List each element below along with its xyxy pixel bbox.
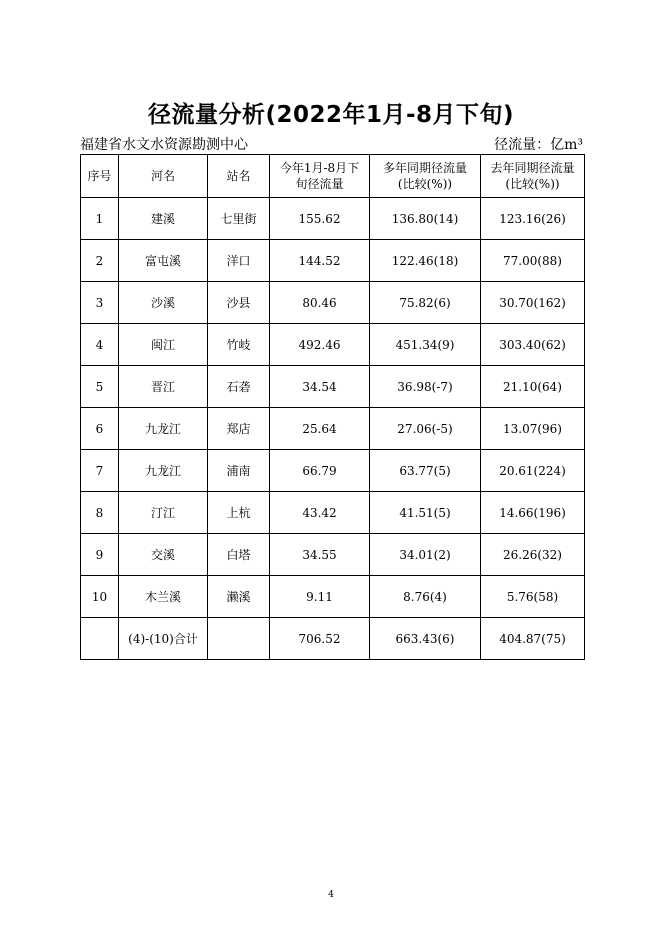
header-current-line2: 旬径流量 [295,177,344,191]
cell-station: 上杭 [208,492,270,534]
header-last-line2: (比较(%)) [505,177,560,191]
cell-river: 沙溪 [119,282,208,324]
cell-river: 闽江 [119,324,208,366]
cell-last-year: 26.26(32) [481,534,585,576]
cell-seq: 1 [81,198,119,240]
cell-station: 郑店 [208,408,270,450]
cell-multi-year: 27.06(-5) [370,408,481,450]
cell-total-label: (4)-(10)合计 [119,618,208,660]
cell-multi-year: 451.34(9) [370,324,481,366]
cell-station: 濑溪 [208,576,270,618]
cell-seq: 10 [81,576,119,618]
header-last-line1: 去年同期径流量 [490,161,575,175]
cell-river: 九龙江 [119,408,208,450]
header-multi-line1: 多年同期径流量 [382,161,467,175]
table-row [81,324,585,366]
cell-station: 七里街 [208,198,270,240]
cell-river: 九龙江 [119,450,208,492]
cell-river: 木兰溪 [119,576,208,618]
cell-river: 富屯溪 [119,240,208,282]
organization-name: 福建省水文水资源勘测中心 [80,137,248,153]
cell-seq: 3 [81,282,119,324]
page-title: 径流量分析(2022年1月-8月下旬) [147,102,515,128]
header-station: 站名 [208,155,270,198]
cell-multi-year: 36.98(-7) [370,366,481,408]
header-multi-line2: (比较(%)) [397,177,453,191]
cell-seq: 2 [81,240,119,282]
cell-last-year: 5.76(58) [481,576,585,618]
cell-current: 706.52 [270,618,370,660]
header-seq: 序号 [81,155,119,198]
cell-current: 66.79 [270,450,370,492]
cell-current: 34.55 [270,534,370,576]
cell-last-year: 20.61(224) [481,450,585,492]
cell-last-year: 13.07(96) [481,408,585,450]
cell-current: 155.62 [270,198,370,240]
cell-last-year: 123.16(26) [481,198,585,240]
table-header-row [81,155,585,198]
cell-seq: 4 [81,324,119,366]
cell-multi-year: 63.77(5) [370,450,481,492]
page-number: 4 [328,890,334,900]
cell-multi-year: 8.76(4) [370,576,481,618]
cell-multi-year: 41.51(5) [370,492,481,534]
table-row [81,240,585,282]
cell-last-year: 303.40(62) [481,324,585,366]
cell-multi-year: 663.43(6) [370,618,481,660]
cell-multi-year: 75.82(6) [370,282,481,324]
cell-current: 144.52 [270,240,370,282]
cell-last-year: 404.87(75) [481,618,585,660]
cell-seq: 8 [81,492,119,534]
cell-station: 浦南 [208,450,270,492]
header-river: 河名 [119,155,208,198]
header-last-year [481,155,585,198]
header-multi-year [370,155,481,198]
cell-seq: 5 [81,366,119,408]
table-caption [80,134,583,154]
cell-station: 石砻 [208,366,270,408]
cell-station [208,618,270,660]
cell-current: 9.11 [270,576,370,618]
cell-current: 492.46 [270,324,370,366]
cell-station: 洋口 [208,240,270,282]
cell-seq: 6 [81,408,119,450]
header-current [270,155,370,198]
cell-multi-year: 34.01(2) [370,534,481,576]
unit-label: 径流量：亿m³ [494,137,583,153]
header-current-line1: 今年1月-8月下 [279,161,360,175]
table-total-row [81,618,585,660]
cell-current: 43.42 [270,492,370,534]
table-row [81,534,585,576]
cell-river: 建溪 [119,198,208,240]
cell-river: 汀江 [119,492,208,534]
cell-multi-year: 122.46(18) [370,240,481,282]
table-row [81,492,585,534]
table-row [81,366,585,408]
cell-seq [81,618,119,660]
cell-current: 34.54 [270,366,370,408]
cell-current: 25.64 [270,408,370,450]
table-row [81,198,585,240]
table-row [81,408,585,450]
cell-station: 竹岐 [208,324,270,366]
runoff-table [80,154,585,660]
cell-seq: 7 [81,450,119,492]
cell-seq: 9 [81,534,119,576]
table-row [81,450,585,492]
cell-multi-year: 136.80(14) [370,198,481,240]
cell-river: 交溪 [119,534,208,576]
cell-station: 沙县 [208,282,270,324]
table-row [81,576,585,618]
cell-last-year: 77.00(88) [481,240,585,282]
cell-last-year: 21.10(64) [481,366,585,408]
cell-last-year: 30.70(162) [481,282,585,324]
cell-current: 80.46 [270,282,370,324]
table-row [81,282,585,324]
cell-last-year: 14.66(196) [481,492,585,534]
cell-station: 白塔 [208,534,270,576]
cell-river: 晋江 [119,366,208,408]
